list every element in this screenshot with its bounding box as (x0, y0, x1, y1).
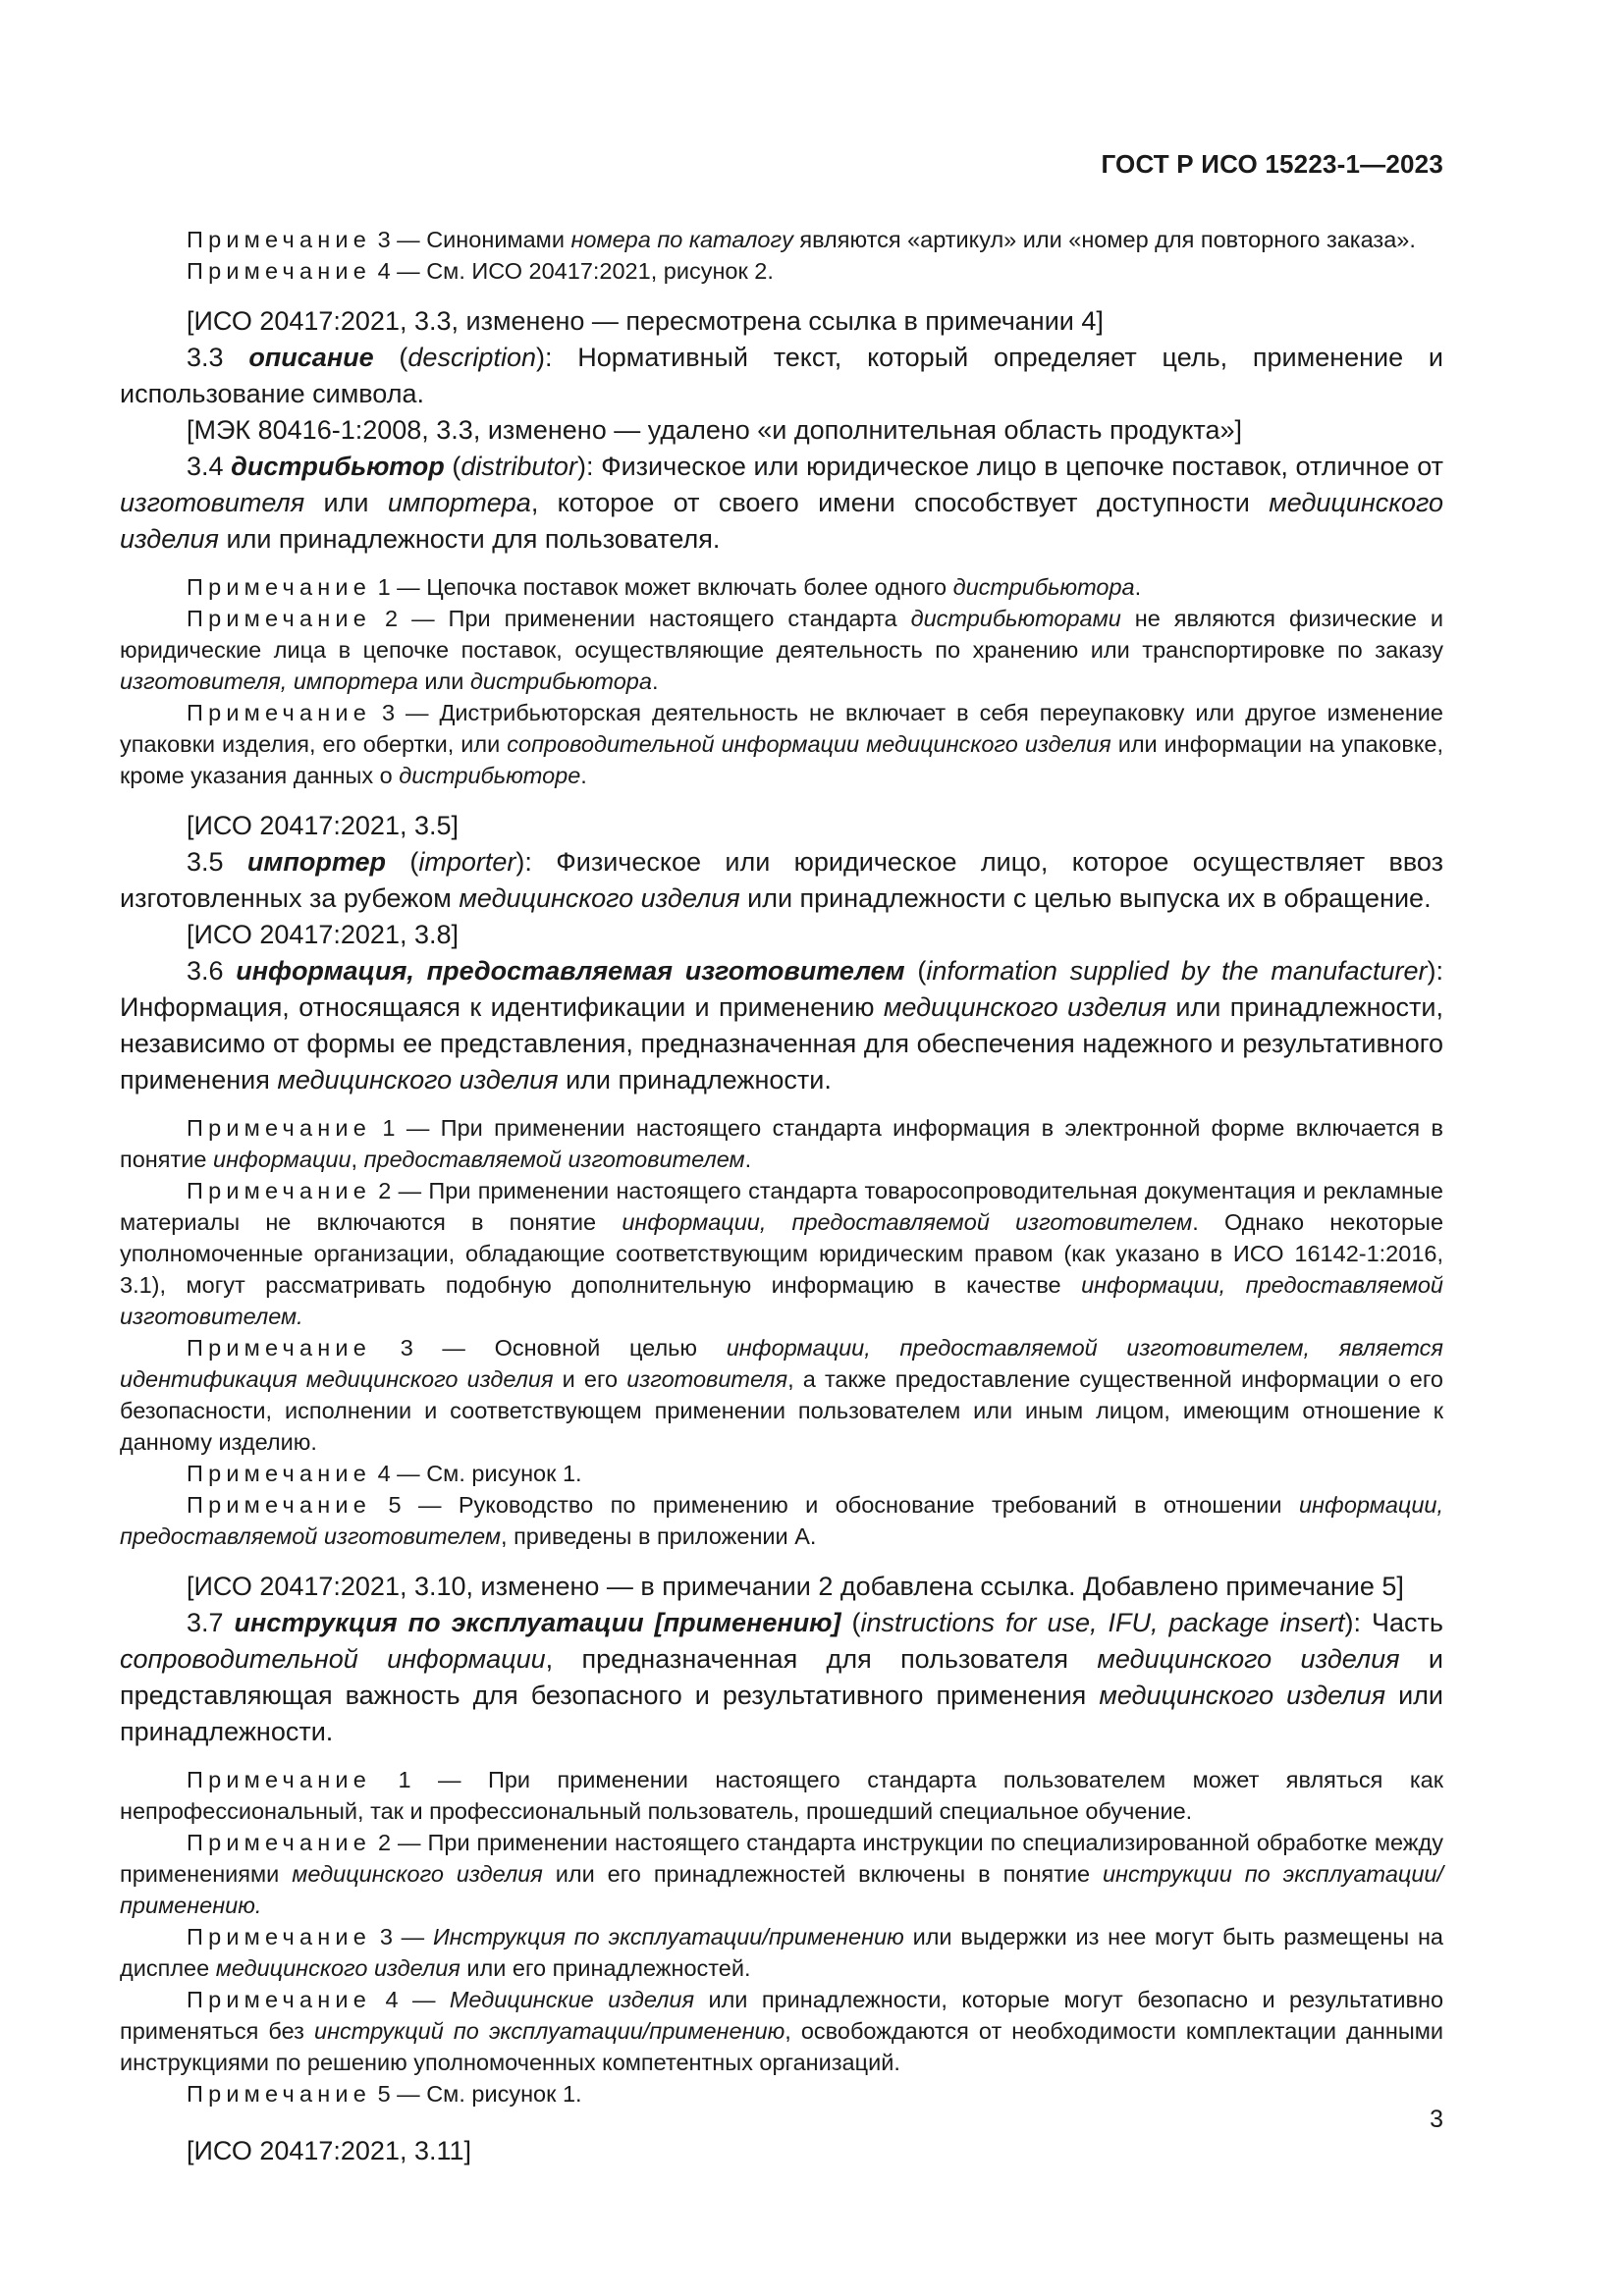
note-3-7-2: Примечание 2 — При применении настоящего стандарта инструкции по специализированной обработке между применениями медицинского изделия или его принадлежностей включены в понятие инструкции по эксплуатации/применению. (120, 1830, 1444, 1918)
note-3-6-5: Примечание 5 — Руководство по применению и обоснование требований в отношении информации, предоставляемой изготовителем, приведены в приложении А. (120, 1492, 1443, 1549)
note-3-6-2: Примечание 2 — При применении настоящего стандарта товаросопроводительная документация и рекламные материалы не включаются в понятие информации, предоставляемой изготовителем. Однако некоторые уполномоченные организации, обладающие соответствующим юридическим правом (как указано в ИСО 16142-1:2016, 3.1), могут рассматривать подобную дополнительную информацию в качестве информации, предоставляемой изготовителем. (120, 1178, 1444, 1329)
term-importer: импортер (246, 847, 386, 877)
note-3-4-2: Примечание 2 — При применении настоящего стандарта дистрибьюторами не являются физические и юридические лица в цепочке поставок, осуществляющие деятельность по хранению или транспортировке по заказу изготовителя, импортера или дистрибьютора. (120, 606, 1444, 694)
definition-3-7: 3.7 инструкция по эксплуатации [применению] (instructions for use, IFU, package insert): Часть сопроводительной информации, предназначенная для пользователя медицинского изделия и представляющая важность для безопасного и результативного применения медицинского изделия или принадлежности. (120, 1608, 1444, 1746)
term-description: описание (248, 343, 374, 372)
term-information-supplied: информация, предоставляемая изготовителем (236, 956, 905, 986)
note-3-4-3: Примечание 3 — Дистрибьюторская деятельность не включает в себя переупаковку или другое изменение упаковки изделия, его обертки, или сопроводительной информации медицинского изделия или информации на упаковке, кроме указания данных о дистрибьюторе. (120, 700, 1443, 788)
note-3-7-1: Примечание 1 — При применении настоящего стандарта пользователем может являться как непрофессиональный, так и профессиональный пользователь, прошедший специальное обучение. (120, 1767, 1443, 1824)
source-reference: [ИСО 20417:2021, 3.11] (187, 2136, 472, 2165)
source-reference: [ИСО 20417:2021, 3.5] (187, 811, 460, 840)
note-3-6-4: Примечание 4 — См. рисунок 1. (187, 1461, 582, 1486)
note-3-7-3: Примечание 3 — Инструкция по эксплуатации/применению или выдержки из нее могут быть размещены на дисплее медицинского изделия или его принадлежностей. (120, 1924, 1443, 1981)
source-reference: [ИСО 20417:2021, 3.10, изменено — в примечании 2 добавлена ссылка. Добавлено примечание 5] (187, 1572, 1404, 1601)
source-reference: [ИСО 20417:2021, 3.8] (187, 920, 460, 949)
note-3-4-1: Примечание 1 — Цепочка поставок может включать более одного дистрибьютора. (187, 574, 1142, 600)
standard-header: ГОСТ Р ИСО 15223-1—2023 (1101, 149, 1443, 179)
definition-3-6: 3.6 информация, предоставляемая изготовителем (information supplied by the manufacturer): Информация, относящаяся к идентификации и применению медицинского изделия или принадлежности, независимо от формы ее представления, предназначенная для обеспечения надежного и результативного применения медицинского изделия или принадлежности. (120, 956, 1443, 1095)
note-3-6-1: Примечание 1 — При применении настоящего стандарта информация в электронной форме включается в понятие информации, предоставляемой изготовителем. (120, 1115, 1443, 1172)
page-number: 3 (1430, 2106, 1443, 2133)
note-3-7-5: Примечание 5 — См. рисунок 1. (187, 2081, 582, 2107)
note-3-4-figure: Примечание 4 — См. ИСО 20417:2021, рисунок 2. (187, 258, 774, 284)
definition-3-4: 3.4 дистрибьютор (distributor): Физическое или юридическое лицо в цепочке поставок, отличное от изготовителя или импортера, которое от своего имени способствует доступности медицинского изделия или принадлежности для пользователя. (120, 452, 1443, 554)
note-3-3-synonyms: Примечание 3 — Синонимами номера по каталогу являются «артикул» или «номер для повторного заказа». (187, 227, 1416, 252)
definition-3-3: 3.3 описание (description): Нормативный текст, который определяет цель, применение и использование символа. (120, 343, 1443, 408)
note-label: Примечание (187, 227, 372, 252)
term-instructions-for-use: инструкция по эксплуатации [применению] (234, 1608, 841, 1637)
note-label: Примечание (187, 258, 372, 284)
source-reference: [ИСО 20417:2021, 3.3, изменено — пересмотрена ссылка в примечании 4] (187, 306, 1104, 336)
source-reference: [МЭК 80416-1:2008, 3.3, изменено — удалено «и дополнительная область продукта»] (187, 415, 1243, 445)
term-distributor: дистрибьютор (231, 452, 445, 481)
note-3-6-3: Примечание 3 — Основной целью информации, предоставляемой изготовителем, является идентификация медицинского изделия и его изготовителя, а также предоставление существенной информации о его безопасности, исполнении и соответствующем применении пользователем или иным лицом, имеющим отношение к данному изделию. (120, 1335, 1443, 1455)
page-content (120, 224, 1443, 2169)
note-3-7-4: Примечание 4 — Медицинские изделия или принадлежности, которые могут безопасно и результативно применяться без инструкций по эксплуатации/применению, освобождаются от необходимости комплектации данными инструкциями по решению уполномоченных компетентных организаций. (120, 1987, 1444, 2075)
definition-3-5: 3.5 импортер (importer): Физическое или юридическое лицо, которое осуществляет ввоз изготовленных за рубежом медицинского изделия или принадлежности с целью выпуска их в обращение. (120, 847, 1443, 913)
